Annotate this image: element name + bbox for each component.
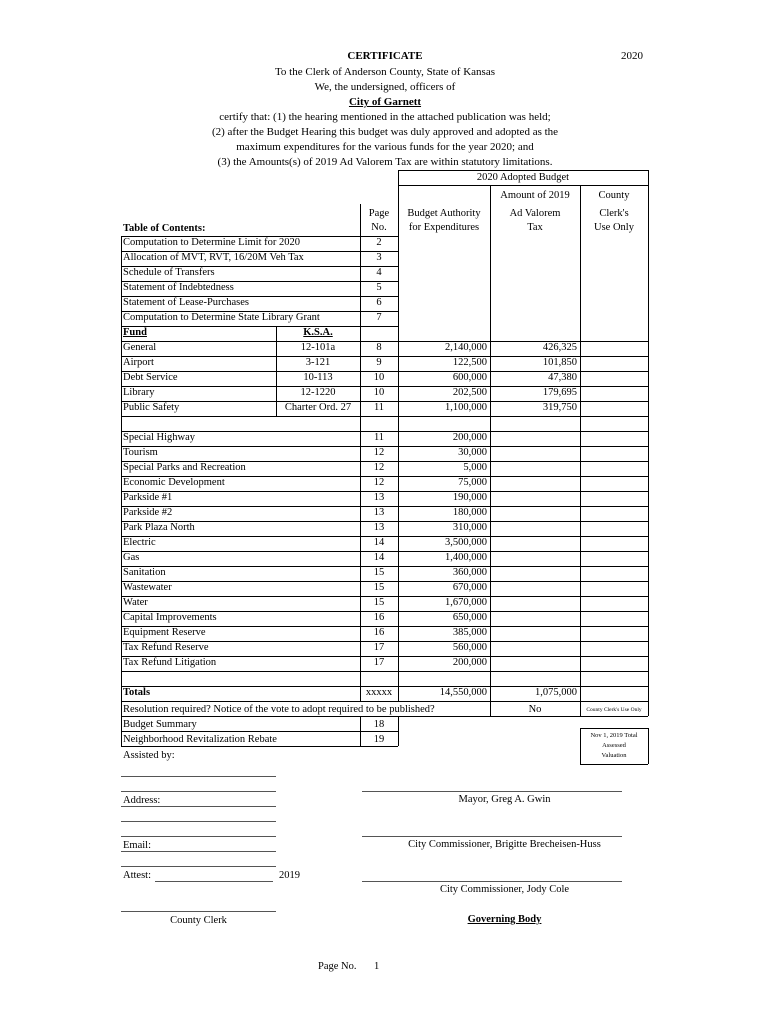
ad-valorem-header-2: Ad Valorem [509, 208, 561, 219]
other-fund-page: 14 [373, 552, 385, 563]
header-line-county: To the Clerk of Anderson County, State of Kansas [274, 66, 495, 78]
table-left-border [121, 236, 122, 701]
mayor-name: Mayor, Greg A. Gwin [458, 794, 551, 805]
clerk-note-bottom-border [580, 716, 648, 717]
clerk-row-border [580, 686, 648, 687]
clerk-col-border [580, 185, 581, 701]
clerk-note-right-border [648, 701, 649, 716]
tax-fund-name: Debt Service [123, 372, 178, 383]
clerk-row-border [580, 386, 648, 387]
row-border [121, 416, 398, 417]
other-fund-page: 12 [373, 447, 385, 458]
other-fund-page: 13 [373, 492, 385, 503]
tax-fund-page: 10 [373, 372, 385, 383]
tax-fund-tax: 319,750 [542, 402, 577, 413]
email-line-2 [121, 866, 276, 867]
assisted-by-line [121, 776, 276, 777]
other-fund-budget: 360,000 [452, 567, 487, 578]
other-fund-page: 12 [373, 477, 385, 488]
clerk-row-border [580, 581, 648, 582]
row-border [121, 686, 398, 687]
valuation-line-1: Nov 1, 2019 Total [590, 732, 638, 739]
certificate-title: CERTIFICATE [347, 50, 423, 62]
clerk-row-border [580, 491, 648, 492]
other-fund-name: Tax Refund Litigation [123, 657, 217, 668]
fund-column-header: Fund [123, 327, 147, 338]
header-top-border [398, 170, 648, 171]
attest-year: 2019 [279, 870, 300, 881]
tax-fund-ksa: 3-121 [305, 357, 331, 368]
adopted-budget-header: 2020 Adopted Budget [476, 172, 570, 183]
amount-row-border [398, 416, 580, 417]
county-clerk-line [121, 911, 276, 912]
address-line-3 [121, 836, 276, 837]
address-label: Address: [123, 795, 161, 806]
clerk-row-border [580, 566, 648, 567]
other-fund-page: 16 [373, 612, 385, 623]
assisted-by-line-2 [121, 791, 276, 792]
other-fund-budget: 1,400,000 [445, 552, 487, 563]
tax-fund-page: 11 [373, 402, 385, 413]
other-fund-budget: 385,000 [452, 627, 487, 638]
header-year: 2020 [621, 50, 643, 62]
other-fund-page: 12 [373, 462, 385, 473]
tax-fund-budget: 2,140,000 [445, 342, 487, 353]
tax-fund-tax: 179,695 [542, 387, 577, 398]
toc-item-label: Statement of Lease-Purchases [123, 297, 249, 308]
clerk-row-border [580, 506, 648, 507]
other-fund-name: Park Plaza North [123, 522, 195, 533]
other-fund-name: Parkside #2 [123, 507, 173, 518]
table-right-border [648, 236, 649, 701]
clerk-row-border [580, 461, 648, 462]
clerk-row-border [580, 356, 648, 357]
toc-item-page: 5 [376, 282, 382, 293]
valuation-top-border [580, 728, 648, 729]
email-line [121, 851, 276, 852]
other-fund-page: 17 [373, 657, 385, 668]
clerk-row-border [580, 596, 648, 597]
tax-fund-name: Airport [123, 357, 154, 368]
valuation-bottom-border [580, 764, 648, 765]
valuation-line-3: Valuation [601, 752, 627, 759]
toc-item-label: Statement of Indebtedness [123, 282, 234, 293]
clerk-use-note: County Clerk's Use Only [586, 707, 642, 713]
other-fund-name: Tourism [123, 447, 158, 458]
entity-name: City of Garnett [348, 96, 422, 108]
clerk-row-border [580, 656, 648, 657]
other-fund-name: Equipment Reserve [123, 627, 206, 638]
other-fund-name: Wastewater [123, 582, 172, 593]
other-fund-name: Electric [123, 537, 156, 548]
clerk-row-border [580, 671, 648, 672]
resolution-question: Resolution required? Notice of the vote to adopt required to be published? [123, 704, 435, 715]
ad-valorem-header-3: Tax [527, 222, 543, 233]
other-fund-page: 15 [373, 582, 385, 593]
row-border [121, 536, 398, 537]
toc-item-page: 3 [376, 252, 382, 263]
page-header-2: No. [371, 222, 387, 233]
other-fund-budget: 200,000 [452, 657, 487, 668]
assisted-by-label: Assisted by: [123, 750, 175, 761]
valuation-right-border [648, 728, 649, 764]
other-fund-page: 13 [373, 522, 385, 533]
header-subtitle-border [398, 185, 648, 186]
row-border [121, 671, 398, 672]
toc-item-label: Computation to Determine Limit for 2020 [123, 237, 301, 248]
other-fund-name: Gas [123, 552, 140, 563]
clerk-row-border [580, 641, 648, 642]
other-fund-name: Economic Development [123, 477, 225, 488]
toc-item-label: Computation to Determine State Library Grant [123, 312, 320, 323]
totals-page: xxxxx [365, 687, 393, 698]
other-fund-name: Special Highway [123, 432, 196, 443]
clerk-header-3: Use Only [594, 222, 634, 233]
tax-fund-budget: 600,000 [452, 372, 487, 383]
tax-col-border [490, 185, 491, 701]
page-col-header-border [360, 204, 361, 236]
amount-row-border [398, 671, 580, 672]
other-fund-page: 16 [373, 627, 385, 638]
toc-heading: Table of Contents: [123, 223, 206, 234]
clerk-row-border [580, 701, 648, 702]
commissioner2-name: City Commissioner, Jody Cole [439, 884, 570, 895]
totals-tax: 1,075,000 [535, 687, 577, 698]
other-fund-name: Sanitation [123, 567, 166, 578]
other-fund-budget: 180,000 [452, 507, 487, 518]
budget-authority-header-1: Budget Authority [407, 208, 481, 219]
toc-item-label: Schedule of Transfers [123, 267, 215, 278]
tax-fund-budget: 1,100,000 [445, 402, 487, 413]
tax-fund-ksa: Charter Ord. 27 [284, 402, 352, 413]
other-fund-name: Water [123, 597, 148, 608]
tax-fund-page: 9 [376, 357, 382, 368]
other-fund-page: 17 [373, 642, 385, 653]
email-label: Email: [123, 840, 151, 851]
clerk-row-border [580, 476, 648, 477]
tax-fund-ksa: 12-101a [300, 342, 336, 353]
toc-item-page: 6 [376, 297, 382, 308]
tax-fund-ksa: 12-1220 [300, 387, 336, 398]
resolution-answer: No [528, 704, 542, 715]
tax-fund-budget: 202,500 [452, 387, 487, 398]
totals-budget: 14,550,000 [439, 687, 487, 698]
tax-fund-page: 8 [376, 342, 382, 353]
footer-page-number: 1 [374, 961, 380, 972]
header-right-border [648, 170, 649, 236]
other-fund-budget: 200,000 [452, 432, 487, 443]
clerk-header-1: County [598, 190, 630, 201]
other-fund-name: Tax Refund Reserve [123, 642, 209, 653]
tax-fund-tax: 47,380 [548, 372, 577, 383]
other-fund-budget: 3,500,000 [445, 537, 487, 548]
clerk-row-border [580, 431, 648, 432]
totals-label: Totals [123, 687, 151, 698]
other-fund-budget: 670,000 [452, 582, 487, 593]
address-line-2 [121, 821, 276, 822]
resolution-left-border [121, 701, 122, 716]
summary-right-border [398, 716, 399, 746]
other-fund-name: Capital Improvements [123, 612, 217, 623]
commissioner1-name: City Commissioner, Brigitte Brecheisen-Huss [408, 839, 601, 850]
other-fund-page: 15 [373, 567, 385, 578]
tax-fund-budget: 122,500 [452, 357, 487, 368]
tax-fund-tax: 426,325 [542, 342, 577, 353]
other-fund-budget: 650,000 [452, 612, 487, 623]
other-fund-budget: 5,000 [463, 462, 487, 473]
tax-fund-name: General [123, 342, 157, 353]
clerk-header-2: Clerk's [599, 208, 629, 219]
other-fund-page: 15 [373, 597, 385, 608]
toc-item-page: 2 [376, 237, 382, 248]
ad-valorem-header-1: Amount of 2019 [500, 190, 570, 201]
certify-clause-2b: maximum expenditures for the various funds for the year 2020; and [236, 141, 534, 153]
clerk-row-border [580, 626, 648, 627]
ksa-column-header: K.S.A. [303, 327, 333, 338]
attest-line [155, 881, 273, 882]
nrr-page: 19 [373, 734, 385, 745]
nrr-label: Neighborhood Revitalization Rebate [123, 734, 277, 745]
other-fund-budget: 310,000 [452, 522, 487, 533]
attest-label: Attest: [123, 870, 151, 881]
clerk-row-border [580, 611, 648, 612]
budget-authority-header-2: for Expenditures [408, 222, 480, 233]
header-left-border [398, 170, 399, 236]
certify-clause-2: (2) after the Budget Hearing this budget was duly approved and adopted as the [211, 126, 559, 138]
row-border [121, 551, 398, 552]
header-line-undersigned: We, the undersigned, officers of [314, 81, 456, 93]
clerk-row-border [580, 401, 648, 402]
other-fund-budget: 560,000 [452, 642, 487, 653]
clerk-row-border [580, 551, 648, 552]
clerk-row-border [580, 371, 648, 372]
tax-fund-page: 10 [373, 387, 385, 398]
other-fund-page: 14 [373, 537, 385, 548]
tax-fund-name: Library [123, 387, 155, 398]
tax-fund-tax: 101,850 [542, 357, 577, 368]
tax-fund-name: Public Safety [123, 402, 180, 413]
clerk-row-border [580, 446, 648, 447]
other-fund-name: Special Parks and Recreation [123, 462, 246, 473]
toc-item-page: 4 [376, 267, 382, 278]
other-fund-budget: 190,000 [452, 492, 487, 503]
page-header-1: Page [368, 208, 390, 219]
footer-page-label: Page No. [318, 961, 357, 972]
row-border [121, 596, 398, 597]
toc-item-page: 7 [376, 312, 382, 323]
clerk-row-border [580, 416, 648, 417]
clerk-row-border [580, 521, 648, 522]
row-border [121, 446, 398, 447]
certify-clause-1: certify that: (1) the hearing mentioned in the attached publication was held; [219, 111, 551, 123]
clerk-row-border [580, 536, 648, 537]
other-fund-page: 13 [373, 507, 385, 518]
address-line [121, 806, 276, 807]
budget-summary-label: Budget Summary [123, 719, 197, 730]
valuation-line-2: Assessed [602, 742, 626, 749]
certify-clause-3: (3) the Amounts(s) of 2019 Ad Valorem Tax are within statutory limitations. [217, 156, 553, 168]
other-fund-page: 11 [373, 432, 385, 443]
budget-summary-page: 18 [373, 719, 385, 730]
governing-body-label: Governing Body [467, 914, 542, 925]
other-fund-budget: 30,000 [458, 447, 487, 458]
other-fund-budget: 1,670,000 [445, 597, 487, 608]
other-fund-budget: 75,000 [458, 477, 487, 488]
other-fund-name: Parkside #1 [123, 492, 173, 503]
tax-fund-ksa: 10-113 [303, 372, 333, 383]
summary-left-border [121, 716, 122, 746]
toc-item-label: Allocation of MVT, RVT, 16/20M Veh Tax [123, 252, 304, 263]
county-clerk-label: County Clerk [170, 915, 227, 926]
